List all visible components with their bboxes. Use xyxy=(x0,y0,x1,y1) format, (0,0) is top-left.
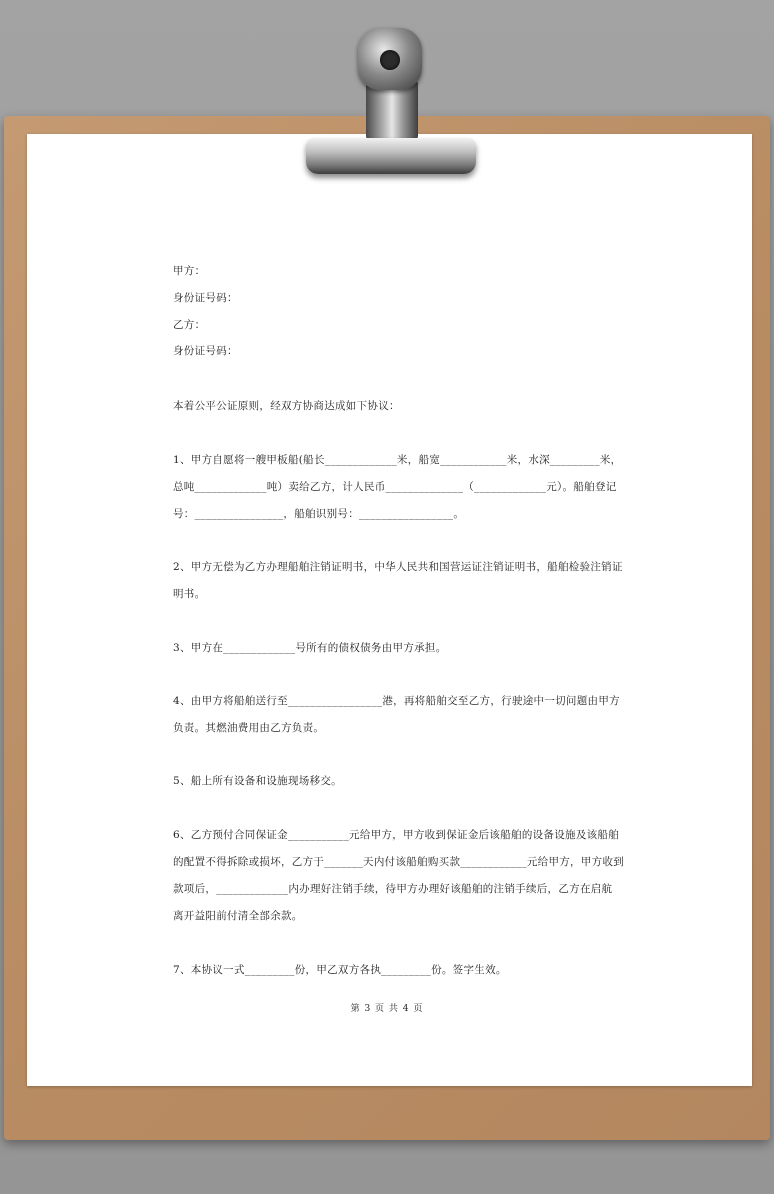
clause-2-line-1: 2、甲方无偿为乙方办理船舶注销证明书，中华人民共和国营运证注销证明书，船舶检验注销证 xyxy=(173,561,623,573)
clause-6-line-4: 离开益阳前付清全部余款。 xyxy=(173,910,303,922)
clause-1-line-3: 号：________________，船舶识别号：_________________。 xyxy=(173,508,465,520)
clip-plate xyxy=(306,138,476,174)
clause-2-line-2: 明书。 xyxy=(173,588,206,600)
clause-1-line-2: 总吨_____________吨）卖给乙方，计人民币______________（_____________元）。船舶登记 xyxy=(173,481,617,493)
clause-7: 7、本协议一式_________份，甲乙双方各执_________份。签字生效。 xyxy=(173,964,507,976)
party-b-id-label: 身份证号码： xyxy=(173,345,238,357)
party-a-id-label: 身份证号码： xyxy=(173,292,238,304)
intro-paragraph: 本着公平公证原则，经双方协商达成如下协议： xyxy=(173,400,400,412)
clause-4-line-2: 负责。其燃油费用由乙方负责。 xyxy=(173,722,325,734)
clause-5: 5、船上所有设备和设施现场移交。 xyxy=(173,775,342,787)
clause-6-line-1: 6、乙方预付合同保证金___________元给甲方，甲方收到保证金后该船舶的设备设施及该船舶 xyxy=(173,829,620,841)
party-b-label: 乙方： xyxy=(173,319,206,331)
binder-clip-icon xyxy=(358,28,422,90)
page-indicator: 第 3 页 共 4 页 xyxy=(350,1004,424,1014)
clause-6-line-2: 的配置不得拆除或损坏，乙方于_______天内付该船舶购买款____________元给甲方，甲方收到 xyxy=(173,856,625,868)
clause-6-line-3: 款项后，_____________内办理好注销手续，待甲方办理好该船舶的注销手续后，乙方在启航 xyxy=(173,883,613,895)
clause-1-line-1: 1、甲方自愿将一艘甲板船(船长_____________米，船宽____________米，水深_________米， xyxy=(173,454,622,466)
party-a-label: 甲方： xyxy=(173,265,206,277)
clause-3: 3、甲方在_____________号所有的债权债务由甲方承担。 xyxy=(173,642,447,654)
clause-4-line-1: 4、由甲方将船舶送行至_________________港，再将船舶交至乙方，行驶途中一切问题由甲方 xyxy=(173,695,620,707)
document-page xyxy=(27,134,752,1086)
